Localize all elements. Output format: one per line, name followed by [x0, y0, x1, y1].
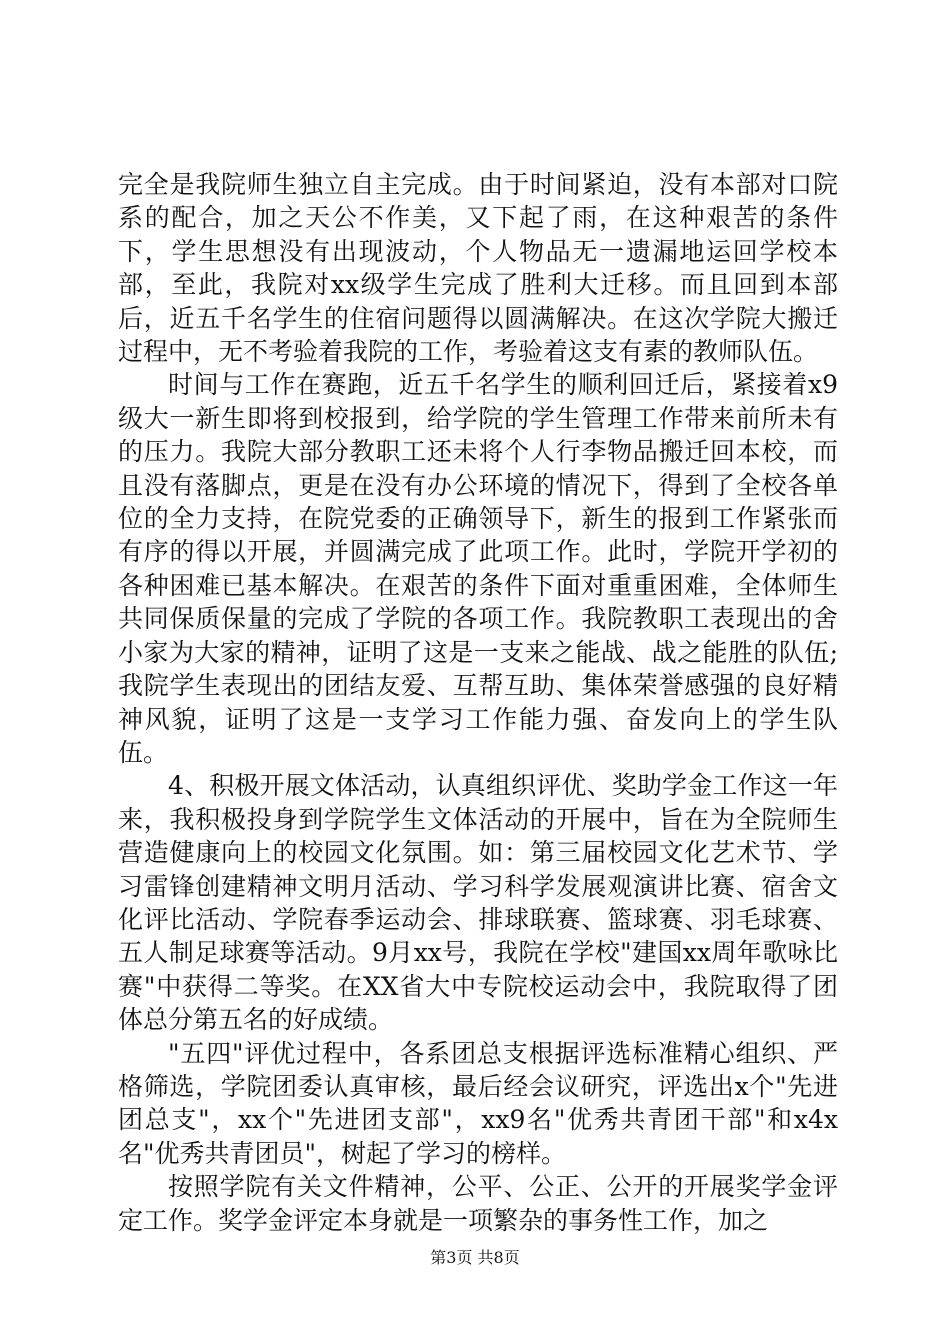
paragraph-scholarship: 按照学院有关文件精神，公平、公正、公开的开展奖学金评定工作。奖学金评定本身就是一项繁杂的事务性工作，加之	[118, 1172, 838, 1235]
paragraph-may-fourth-awards: "五四"评优过程中，各系团总支根据评选标准精心组织、严格筛选，学院团委认真审核，最后经会议研究，评选出x个"先进团总支"，xx个"先进团支部"，xx9名"优秀共青团干部"和x4x名"优秀共青团员"，树起了学习的榜样。	[118, 1038, 838, 1168]
page-footer: 第3页 共8页	[430, 1248, 520, 1267]
paragraph-cultural-activities: 4、积极开展文体活动，认真组织评优、奖助学金工作这一年来，我积极投身到学院学生文体活动的开展中，旨在为全院师生营造健康向上的校园文化氛围。如：第三届校园文化艺术节、学习雷锋创建精神文明月活动、学习科学发展观演讲比赛、宿舍文化评比活动、学院春季运动会、排球联赛、篮球赛、羽毛球赛、五人制足球赛等活动。9月xx号，我院在学校"建国xx周年歌咏比赛"中获得二等奖。在XX省大中专院校运动会中，我院取得了团体总分第五名的好成绩。	[118, 771, 838, 1035]
paragraph-new-students: 时间与工作在赛跑，近五千名学生的顺利回迁后，紧接着x9级大一新生即将到校报到，给学院的学生管理工作带来前所未有的压力。我院大部分教职工还未将个人行李物品搬迁回本校，而且没有落脚点，更是在没有办公环境的情况下，得到了全校各单位的全力支持，在院党委的正确领导下，新生的报到工作紧张而有序的得以开展，并圆满完成了此项工作。此时，学院开学初的各种困难已基本解决。在艰苦的条件下面对重重困难，全体师生共同保质保量的完成了学院的各项工作。我院教职工表现出的舍小家为大家的精神，证明了这是一支来之能战、战之能胜的队伍;我院学生表现出的团结友爱、互帮互助、集体荣誉感强的良好精神风貌，证明了这是一支学习工作能力强、奋发向上的学生队伍。	[118, 370, 838, 767]
paragraph-relocation: 完全是我院师生独立自主完成。由于时间紧迫，没有本部对口院系的配合，加之天公不作美，又下起了雨，在这种艰苦的条件下，学生思想没有出现波动，个人物品无一遗漏地运回学校本部，至此，我院对xx级学生完成了胜利大迁移。而且回到本部后，近五千名学生的住宿问题得以圆满解决。在这次学院大搬迁过程中，无不考验着我院的工作，考验着这支有素的教师队伍。	[118, 170, 838, 367]
document-body	[118, 168, 838, 1237]
